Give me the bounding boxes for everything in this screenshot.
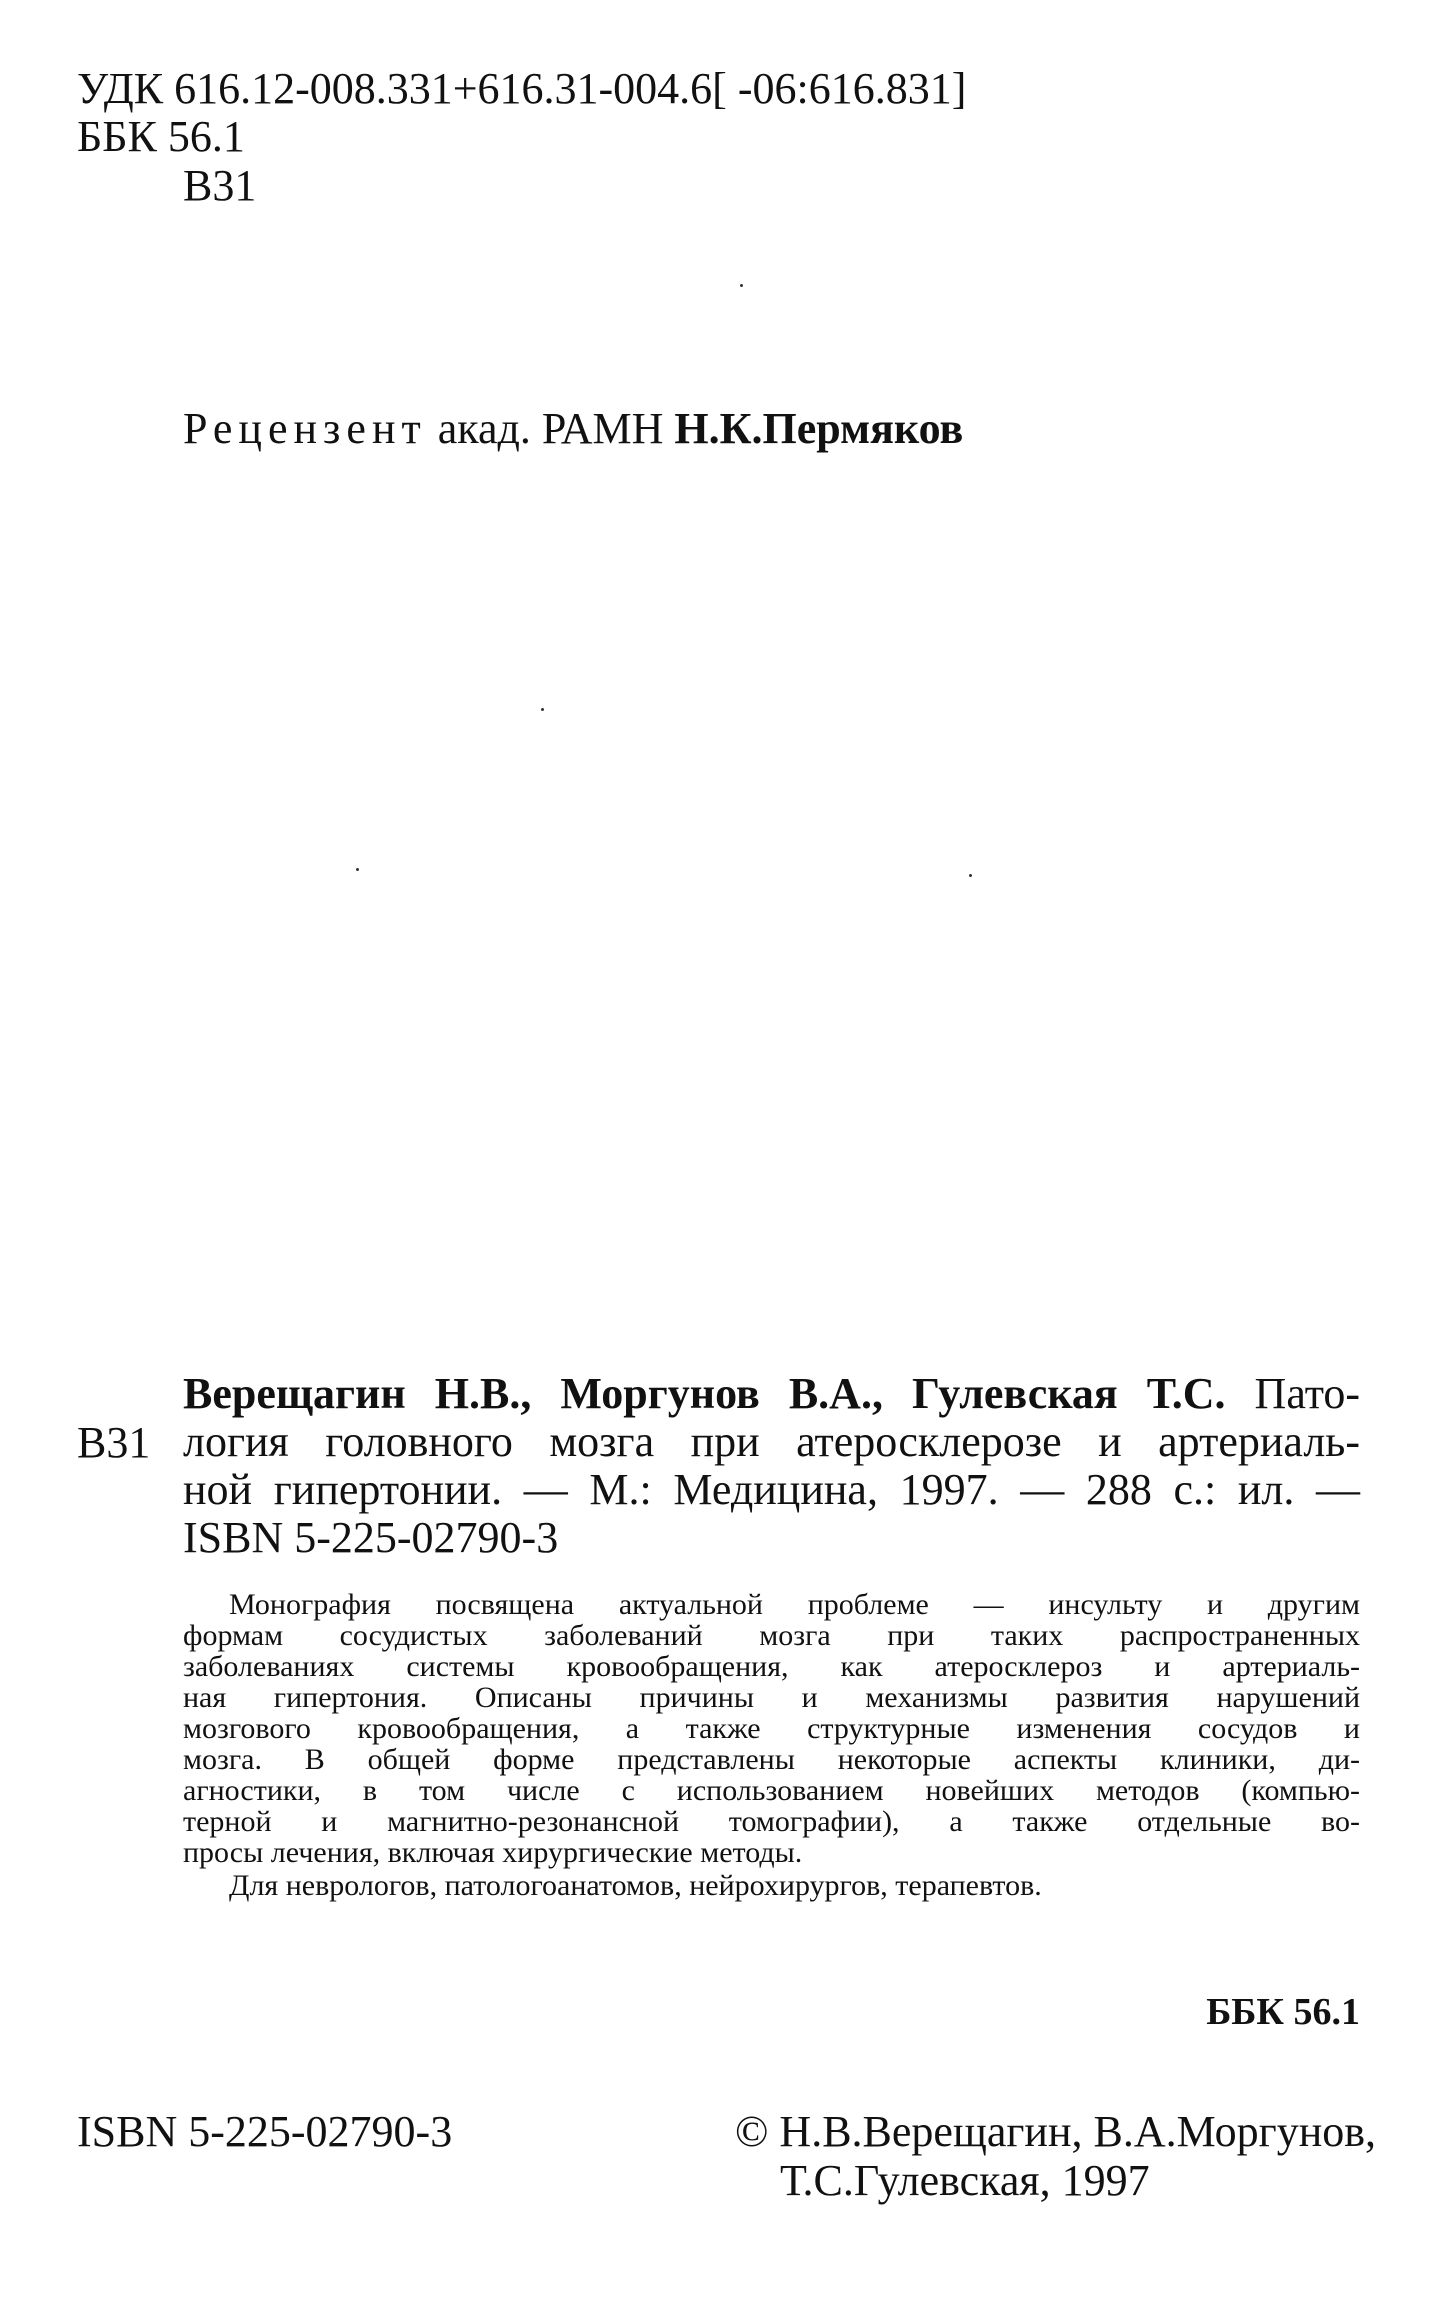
copyright-line: Т.С.Гулевская, 1997 xyxy=(780,2156,1150,2205)
biblio-code: В31 xyxy=(77,1418,151,1467)
annotation-line: Монография посвящена актуальной проблеме — инсульту и другим xyxy=(229,1588,1360,1621)
annotation-line: формам сосудистых заболеваний мозга при таких распространенных xyxy=(183,1619,1360,1652)
annotation-line: мозга. В общей форме представлены некоторые аспекты клиники, ди- xyxy=(183,1743,1360,1776)
reviewer-name: Н.К.Пермяков xyxy=(674,404,964,453)
biblio-line: ISBN 5-225-02790-3 xyxy=(183,1513,559,1562)
biblio-line xyxy=(183,1370,1360,1418)
reviewer-title: акад. РАМН xyxy=(437,404,664,453)
biblio-authors: Верещагин Н.В., Моргунов В.А., Гулевская Т.С. xyxy=(183,1369,1226,1418)
annotation-line: мозгового кровообращения, а также структурные изменения сосудов и xyxy=(183,1712,1360,1745)
annotation-line: заболеваниях системы кровообращения, как атеросклероз и артериаль- xyxy=(183,1650,1360,1683)
scan-speck xyxy=(740,284,743,287)
copyright-line: © Н.В.Верещагин, В.А.Моргунов, xyxy=(735,2107,1377,2156)
isbn: ISBN 5-225-02790-3 xyxy=(77,2107,453,2156)
audience-note: Для неврологов, патологоанатомов, нейрохирургов, терапевтов. xyxy=(229,1869,1042,1902)
biblio-line: ной гипертонии. — М.: Медицина, 1997. — 288 с.: ил. — xyxy=(183,1465,1360,1514)
biblio-title-start: Пато- xyxy=(1254,1369,1361,1418)
biblio-line: логия головного мозга при атеросклерозе и артериаль- xyxy=(183,1417,1360,1466)
bibliographic-record xyxy=(183,1370,1360,1562)
annotation-line: просы лечения, включая хирургические методы. xyxy=(183,1836,803,1869)
reviewer-line xyxy=(183,404,963,454)
author-mark: В31 xyxy=(183,161,257,210)
scan-speck xyxy=(969,874,972,877)
bbk-code: ББК 56.1 xyxy=(77,112,245,161)
annotation-line: терной и магнитно-резонансной томографии), а также отдельные во- xyxy=(183,1805,1360,1838)
udk-code: УДК 616.12-008.331+616.31-004.6[ -06:616.831] xyxy=(77,64,967,113)
annotation-line: ная гипертония. Описаны причины и механизмы развития нарушений xyxy=(183,1681,1360,1714)
annotation xyxy=(183,1589,1360,1901)
scan-speck xyxy=(356,868,359,871)
bbk-index: ББК 56.1 xyxy=(1206,1991,1360,2033)
reviewer-label: Рецензент xyxy=(183,404,427,453)
annotation-line: агностики, в том числе с использованием новейших методов (компью- xyxy=(183,1774,1360,1807)
scan-speck xyxy=(541,708,544,711)
